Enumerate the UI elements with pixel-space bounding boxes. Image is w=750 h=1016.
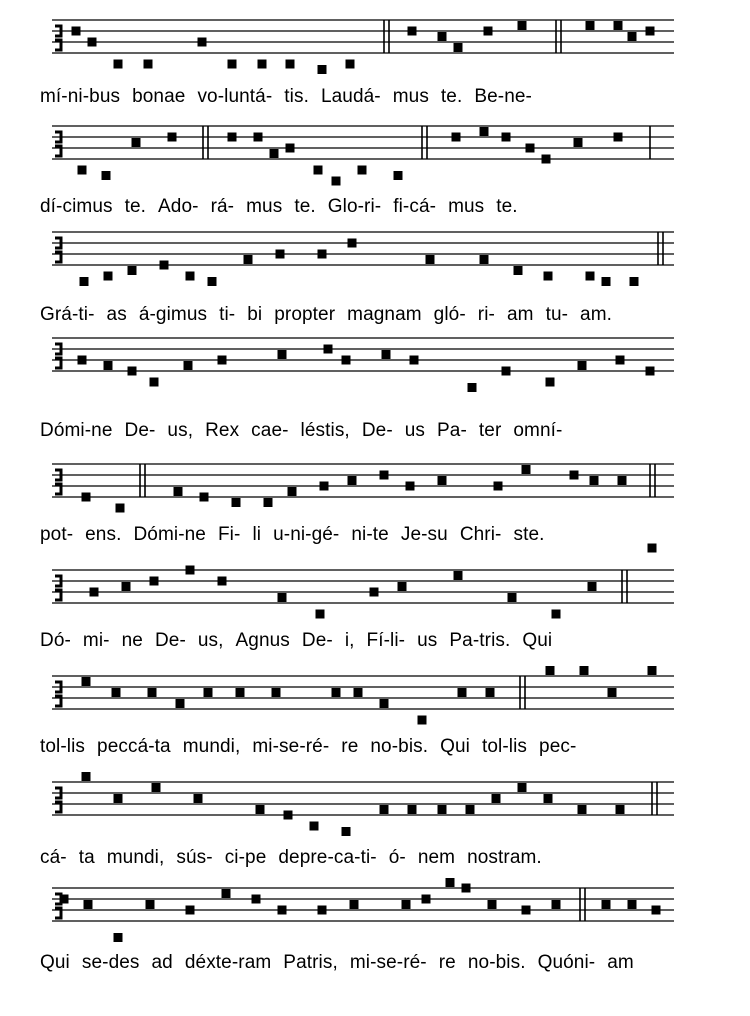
lyric-syllable: pec- xyxy=(539,736,577,757)
lyric-line xyxy=(40,847,680,869)
neume xyxy=(104,361,113,370)
lyric-syllable: as xyxy=(106,304,127,325)
neume xyxy=(150,577,159,586)
lyric-syllable: us xyxy=(417,630,438,651)
lyric-syllable: mundi, xyxy=(106,847,165,868)
lyric-syllable: Grá-ti- xyxy=(40,304,95,325)
neume xyxy=(370,588,379,597)
c-clef xyxy=(55,26,61,50)
neume xyxy=(114,933,123,942)
neume xyxy=(88,38,97,47)
neume xyxy=(114,794,123,803)
lyric-line xyxy=(40,630,680,652)
neume xyxy=(348,476,357,485)
neume xyxy=(544,794,553,803)
neume xyxy=(160,261,169,270)
c-clef xyxy=(55,576,61,600)
neume xyxy=(78,356,87,365)
neume xyxy=(522,465,531,474)
lyric-syllable: peccá-ta xyxy=(97,736,171,757)
lyric-syllable: Rex xyxy=(205,420,240,441)
staff-system xyxy=(52,772,674,836)
neume xyxy=(276,250,285,259)
neume xyxy=(454,571,463,580)
lyric-syllable: Fí-li- xyxy=(366,630,406,651)
neume xyxy=(82,677,91,686)
lyric-syllable: Ado- xyxy=(158,196,199,217)
lyric-syllable: Pa-tris. xyxy=(449,630,511,651)
neume xyxy=(82,493,91,502)
lyric-syllable: De- xyxy=(361,420,393,441)
staff-system xyxy=(52,666,674,725)
neume xyxy=(236,688,245,697)
lyric-syllable: Glo-ri- xyxy=(327,196,382,217)
neume xyxy=(452,133,461,142)
neume xyxy=(270,149,279,158)
lyric-syllable: no-bis. xyxy=(467,952,526,973)
neume xyxy=(486,688,495,697)
neume xyxy=(272,688,281,697)
lyric-syllable: cá- xyxy=(40,847,67,868)
lyric-syllable: Dómi-ne xyxy=(133,524,206,545)
neume xyxy=(258,60,267,69)
neume xyxy=(602,277,611,286)
lyric-syllable: déxte-ram xyxy=(184,952,272,973)
lyric-syllable: Dómi-ne xyxy=(40,420,113,441)
neume xyxy=(60,895,69,904)
neume xyxy=(186,566,195,575)
neume xyxy=(194,794,203,803)
lyric-syllable: ci-pe xyxy=(224,847,267,868)
lyric-syllable: mundi, xyxy=(182,736,241,757)
neume xyxy=(426,255,435,264)
neume xyxy=(128,367,137,376)
neume xyxy=(380,471,389,480)
lyric-syllable: Je-su xyxy=(400,524,448,545)
lyric-syllable: tis. xyxy=(284,86,309,107)
neume xyxy=(544,272,553,281)
lyric-syllable: fi-cá- xyxy=(393,196,437,217)
neume xyxy=(200,493,209,502)
lyric-syllable: nem xyxy=(417,847,456,868)
lyric-syllable: te. xyxy=(440,86,463,107)
neume xyxy=(152,783,161,792)
neume xyxy=(222,889,231,898)
neume xyxy=(546,378,555,387)
neume xyxy=(72,27,81,36)
lyric-syllable: rá- xyxy=(210,196,235,217)
neume xyxy=(438,805,447,814)
neume xyxy=(90,588,99,597)
neume xyxy=(630,277,639,286)
lyric-syllable: sús- xyxy=(176,847,213,868)
neume xyxy=(252,895,261,904)
neume xyxy=(288,487,297,496)
neume xyxy=(310,822,319,831)
neume xyxy=(358,166,367,175)
lyric-syllable: ad xyxy=(151,952,173,973)
neume xyxy=(586,21,595,30)
neume xyxy=(402,900,411,909)
neume xyxy=(102,171,111,180)
lyric-syllable: Agnus xyxy=(235,630,290,651)
neume xyxy=(494,482,503,491)
neume xyxy=(484,27,493,36)
neume xyxy=(580,666,589,675)
lyric-syllable: ens. xyxy=(85,524,122,545)
neume xyxy=(446,878,455,887)
neume xyxy=(480,255,489,264)
staff-system xyxy=(52,338,674,392)
neume xyxy=(186,272,195,281)
staff-system xyxy=(52,126,674,186)
staff-system xyxy=(52,20,674,74)
lyric-syllable: Laudá- xyxy=(320,86,381,107)
lyric-syllable: ta xyxy=(78,847,95,868)
neume xyxy=(628,32,637,41)
neume xyxy=(438,32,447,41)
lyric-syllable: cae- xyxy=(251,420,289,441)
neume xyxy=(104,272,113,281)
lyric-syllable: te. xyxy=(294,196,316,217)
lyric-syllable: De- xyxy=(124,420,156,441)
neume xyxy=(438,476,447,485)
neume xyxy=(616,805,625,814)
lyric-syllable: á-gimus xyxy=(138,304,208,325)
neume xyxy=(408,805,417,814)
lyric-syllable: li xyxy=(252,524,262,545)
lyric-syllable: us, xyxy=(197,630,224,651)
lyric-line xyxy=(40,86,680,108)
neume xyxy=(78,166,87,175)
neume xyxy=(342,356,351,365)
neume xyxy=(122,582,131,591)
neume xyxy=(462,884,471,893)
neume xyxy=(84,900,93,909)
lyric-line xyxy=(40,736,680,758)
c-clef xyxy=(55,788,61,812)
neume xyxy=(480,127,489,136)
neume xyxy=(380,805,389,814)
neume xyxy=(278,906,287,915)
neume xyxy=(146,900,155,909)
lyric-syllable: mí-ni-bus xyxy=(40,86,121,107)
lyric-syllable: u-ni-gé- xyxy=(273,524,340,545)
neume xyxy=(264,498,273,507)
neume xyxy=(342,827,351,836)
lyric-syllable: vo-luntá- xyxy=(197,86,273,107)
lyric-syllable: te. xyxy=(496,196,518,217)
neume xyxy=(228,133,237,142)
lyric-syllable: mi-se-ré- xyxy=(252,736,330,757)
lyric-syllable: bi xyxy=(247,304,263,325)
lyric-syllable: am xyxy=(607,952,634,973)
neume xyxy=(616,356,625,365)
neume xyxy=(628,900,637,909)
neume xyxy=(150,378,159,387)
neume xyxy=(80,277,89,286)
lyric-syllable: omní- xyxy=(513,420,563,441)
neume xyxy=(354,688,363,697)
neume xyxy=(204,688,213,697)
lyric-syllable: ste. xyxy=(513,524,545,545)
lyric-syllable: bonae xyxy=(132,86,186,107)
neume xyxy=(406,482,415,491)
c-clef xyxy=(55,682,61,706)
lyric-syllable: mi-se-ré- xyxy=(349,952,427,973)
neume xyxy=(614,21,623,30)
lyric-line xyxy=(40,524,680,546)
lyric-syllable: re xyxy=(438,952,456,973)
neume xyxy=(148,688,157,697)
neume xyxy=(394,171,403,180)
neume xyxy=(514,266,523,275)
neume xyxy=(174,487,183,496)
lyric-syllable: ri- xyxy=(477,304,495,325)
neume xyxy=(570,471,579,480)
neume xyxy=(652,906,661,915)
neume xyxy=(552,900,561,909)
neume xyxy=(218,577,227,586)
neume xyxy=(468,383,477,392)
neume xyxy=(454,43,463,52)
neume xyxy=(542,155,551,164)
neume xyxy=(398,582,407,591)
neume xyxy=(382,350,391,359)
neume xyxy=(254,133,263,142)
lyric-syllable: am xyxy=(506,304,534,325)
lyric-line xyxy=(40,420,680,442)
staff-system xyxy=(52,232,674,286)
neume xyxy=(112,688,121,697)
neume xyxy=(546,666,555,675)
lyric-syllable: ti- xyxy=(219,304,236,325)
neume xyxy=(522,906,531,915)
lyric-syllable: tu- xyxy=(545,304,569,325)
lyric-syllable: mus xyxy=(448,196,485,217)
c-clef xyxy=(55,132,61,156)
neume xyxy=(198,38,207,47)
lyric-syllable: léstis, xyxy=(300,420,350,441)
neume xyxy=(332,177,341,186)
neume xyxy=(318,250,327,259)
c-clef xyxy=(55,344,61,368)
neume xyxy=(318,65,327,74)
neume xyxy=(208,277,217,286)
lyric-syllable: gló- xyxy=(433,304,466,325)
neume xyxy=(314,166,323,175)
neume xyxy=(578,361,587,370)
neume xyxy=(588,582,597,591)
lyric-syllable: Qui xyxy=(40,952,70,973)
neume xyxy=(380,699,389,708)
lyric-syllable: ne xyxy=(121,630,143,651)
neume xyxy=(502,367,511,376)
lyric-syllable: propter xyxy=(274,304,336,325)
lyric-syllable: no-bis. xyxy=(370,736,429,757)
neume xyxy=(488,900,497,909)
lyric-syllable: i, xyxy=(344,630,355,651)
staff-system xyxy=(52,464,674,513)
neume xyxy=(176,699,185,708)
lyric-syllable: am. xyxy=(580,304,613,325)
neume xyxy=(284,811,293,820)
lyric-syllable: tol-lis xyxy=(482,736,528,757)
lyric-syllable: mi- xyxy=(82,630,110,651)
lyric-syllable: Chri- xyxy=(459,524,502,545)
lyric-syllable: mus xyxy=(246,196,283,217)
lyric-syllable: ni-te xyxy=(351,524,389,545)
lyric-line xyxy=(40,952,680,974)
lyric-syllable: depre-ca-ti- xyxy=(278,847,377,868)
lyric-syllable: ó- xyxy=(388,847,406,868)
lyric-syllable: mus xyxy=(392,86,429,107)
neume xyxy=(502,133,511,142)
lyric-syllable: Pa- xyxy=(437,420,467,441)
neume xyxy=(574,138,583,147)
neume xyxy=(346,60,355,69)
neume xyxy=(466,805,475,814)
neume xyxy=(578,805,587,814)
neume xyxy=(458,688,467,697)
lyric-syllable: Patris, xyxy=(283,952,338,973)
neume xyxy=(278,350,287,359)
neume xyxy=(646,367,655,376)
neume xyxy=(324,345,333,354)
lyric-syllable: te. xyxy=(124,196,147,217)
neume xyxy=(132,138,141,147)
lyric-syllable: Dó- xyxy=(40,630,71,651)
neume xyxy=(332,688,341,697)
neume xyxy=(128,266,137,275)
neume xyxy=(608,688,617,697)
lyric-syllable: us, xyxy=(167,420,194,441)
neume xyxy=(602,900,611,909)
neume xyxy=(552,610,561,619)
neume xyxy=(278,593,287,602)
neume xyxy=(186,906,195,915)
neume xyxy=(218,356,227,365)
lyric-syllable: Fi- xyxy=(217,524,241,545)
neume xyxy=(116,504,125,513)
lyric-syllable: Qui xyxy=(522,630,553,651)
neume xyxy=(228,60,237,69)
neume xyxy=(316,610,325,619)
neume xyxy=(114,60,123,69)
lyric-syllable: magnam xyxy=(347,304,422,325)
neume xyxy=(518,783,527,792)
lyric-syllable: Quóni- xyxy=(537,952,596,973)
neume xyxy=(614,133,623,142)
neume xyxy=(518,21,527,30)
neume xyxy=(648,666,657,675)
lyric-syllable: ter xyxy=(478,420,502,441)
neume xyxy=(168,133,177,142)
lyric-syllable: re xyxy=(341,736,359,757)
neume xyxy=(256,805,265,814)
neume xyxy=(618,476,627,485)
neume xyxy=(318,906,327,915)
lyric-syllable: De- xyxy=(301,630,333,651)
neume xyxy=(82,772,91,781)
neume xyxy=(244,255,253,264)
neume xyxy=(492,794,501,803)
lyric-syllable: tol-lis xyxy=(40,736,86,757)
neume xyxy=(144,60,153,69)
lyric-syllable: se-des xyxy=(81,952,140,973)
neume xyxy=(586,272,595,281)
c-clef xyxy=(55,470,61,494)
neume xyxy=(422,895,431,904)
neume xyxy=(184,361,193,370)
neume xyxy=(410,356,419,365)
neume xyxy=(232,498,241,507)
neume xyxy=(350,900,359,909)
neume xyxy=(508,593,517,602)
staff-system xyxy=(52,878,674,942)
lyric-syllable: Qui xyxy=(440,736,470,757)
neume xyxy=(408,27,417,36)
neume xyxy=(590,476,599,485)
neume xyxy=(526,144,535,153)
lyric-syllable: pot- xyxy=(40,524,74,545)
neume xyxy=(418,716,427,725)
neume xyxy=(348,239,357,248)
lyric-line xyxy=(40,196,680,218)
c-clef xyxy=(55,238,61,262)
lyric-line xyxy=(40,304,680,326)
staff-system xyxy=(52,544,674,619)
lyric-syllable: us xyxy=(404,420,426,441)
lyric-syllable: Be-ne- xyxy=(474,86,532,107)
lyric-syllable: dí-cimus xyxy=(40,196,113,217)
lyric-syllable: De- xyxy=(154,630,186,651)
neume xyxy=(286,60,295,69)
neume xyxy=(286,144,295,153)
neume xyxy=(320,482,329,491)
neume xyxy=(646,27,655,36)
lyric-syllable: nostram. xyxy=(467,847,542,868)
